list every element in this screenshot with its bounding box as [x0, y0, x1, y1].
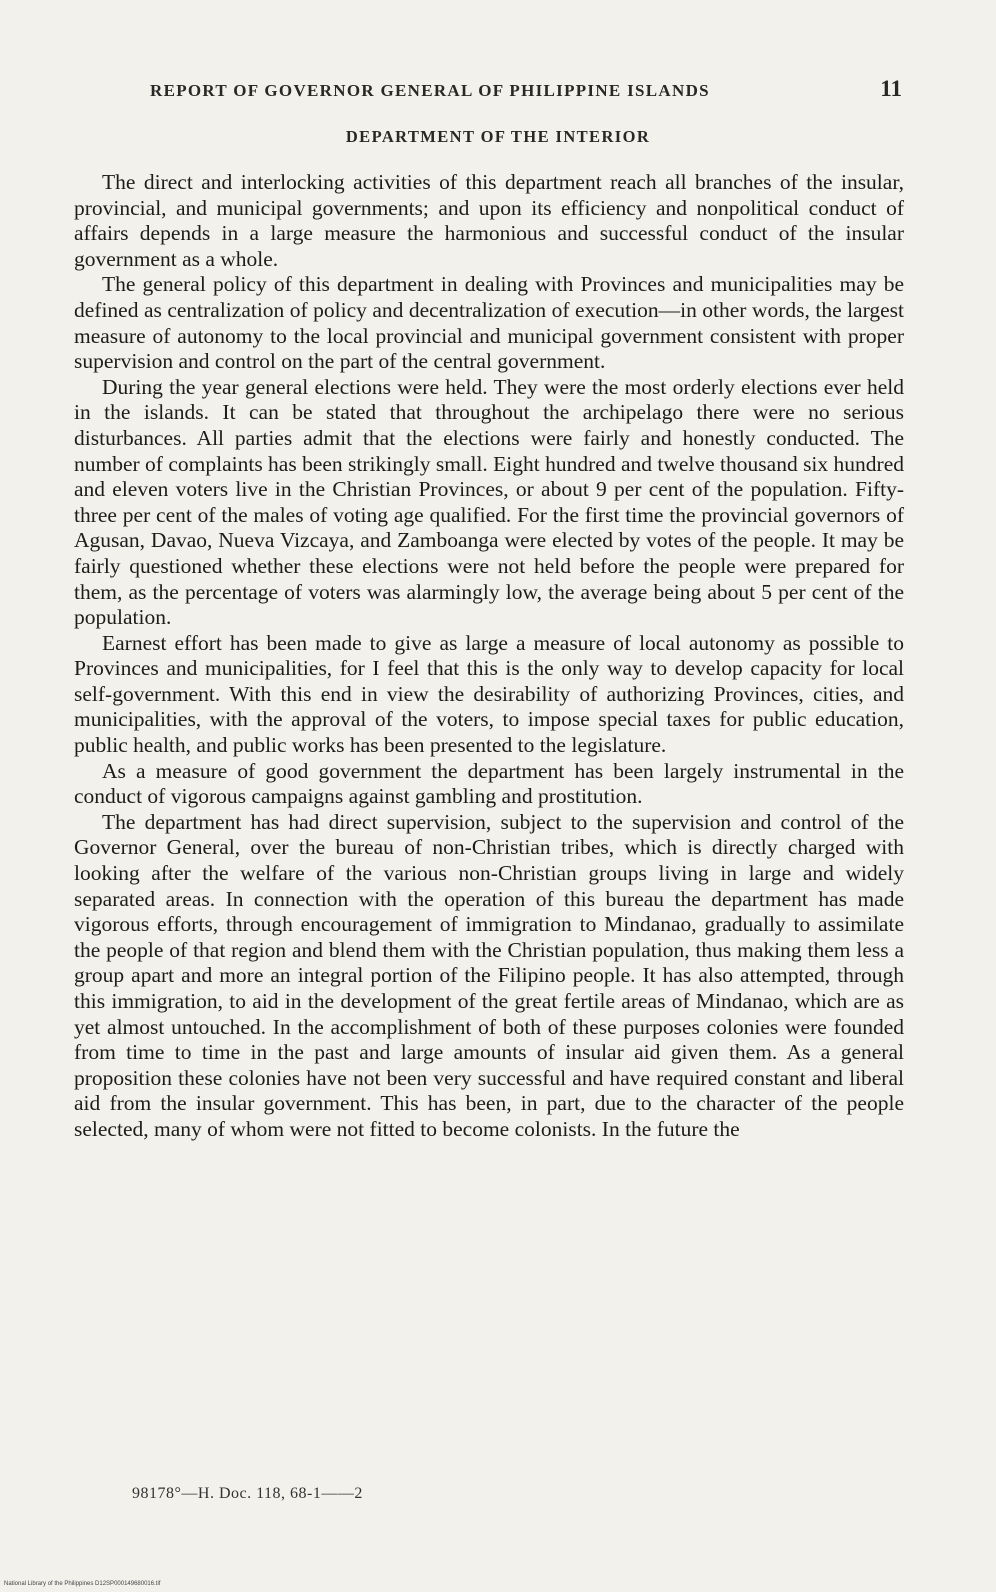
- running-head: REPORT OF GOVERNOR GENERAL OF PHILIPPINE ISLANDS: [150, 81, 710, 100]
- paragraph-3: During the year general elections were held. They were the most orderly elections ever held in the islands. It can be stated that throughout the archipelago there were no serious disturbances. All parties admit that the elections were fairly and honestly conducted. The number of complaints has been strikingly small. Eight hundred and twelve thousand six hundred and eleven voters live in the Christian Provinces, or about 9 per cent of the population. Fifty-three per cent of the males of voting age qualified. For the first time the provincial governors of Agusan, Davao, Nueva Vizcaya, and Zamboanga were elected by votes of the people. It may be fairly questioned whether these elections were not held before the people were prepared for them, as the percentage of voters was alarmingly low, the average being about 5 per cent of the population.: [74, 374, 904, 630]
- body-text: [74, 170, 904, 1143]
- paragraph-6: The department has had direct supervision, subject to the supervision and control of the Governor General, over the bureau of non-Christian tribes, which is directly charged with looking after the welfare of the various non-Christian groups living in large and widely separated areas. In connection with the operation of this bureau the department has made vigorous efforts, through encouragement of immigration to Mindanao, gradually to assimilate the people of that region and blend them with the Christian population, thus making them less a group apart and more an integral portion of the Filipino people. It has also attempted, through this immigration, to aid in the development of the great fertile areas of Mindanao, which are as yet almost untouched. In the accomplishment of both of these purposes colonies were founded from time to time in the past and large amounts of insular aid given them. As a general proposition these colonies have not been very successful and have required constant and liberal aid from the insular government. This has been, in part, due to the character of the people selected, many of whom were not fitted to become colonists. In the future the: [74, 809, 904, 1141]
- paragraph-4: Earnest effort has been made to give as large a measure of local autonomy as possible to Provinces and municipalities, for I feel that this is the only way to develop capacity for local self-government. With this end in view the desirability of authorizing Provinces, cities, and municipalities, with the approval of the voters, to impose special taxes for public education, public health, and public works has been presented to the legislature.: [74, 630, 904, 758]
- paragraph-5: As a measure of good government the department has been largely instrumental in the conduct of vigorous campaigns against gambling and prostitution.: [74, 758, 904, 809]
- library-stamp: National Library of the Philippines D12SP000149680016.tif: [4, 1581, 161, 1587]
- paragraph-2: The general policy of this department in dealing with Provinces and municipalities may be defined as centralization of policy and decentralization of execution—in other words, the largest measure of autonomy to the local provincial and municipal government consistent with proper supervision and control on the part of the central government.: [74, 272, 904, 374]
- section-title: DEPARTMENT OF THE INTERIOR: [345, 127, 651, 146]
- page-number: 11: [880, 76, 902, 101]
- page-header: [150, 76, 902, 102]
- footer-signature: 98178°—H. Doc. 118, 68-1——2: [132, 1485, 363, 1502]
- paragraph-1: The direct and interlocking activities of this department reach all branches of the insular, provincial, and municipal governments; and upon its efficiency and nonpolitical conduct of affairs depends in a large measure the harmonious and successful conduct of the insular government as a whole.: [74, 170, 904, 271]
